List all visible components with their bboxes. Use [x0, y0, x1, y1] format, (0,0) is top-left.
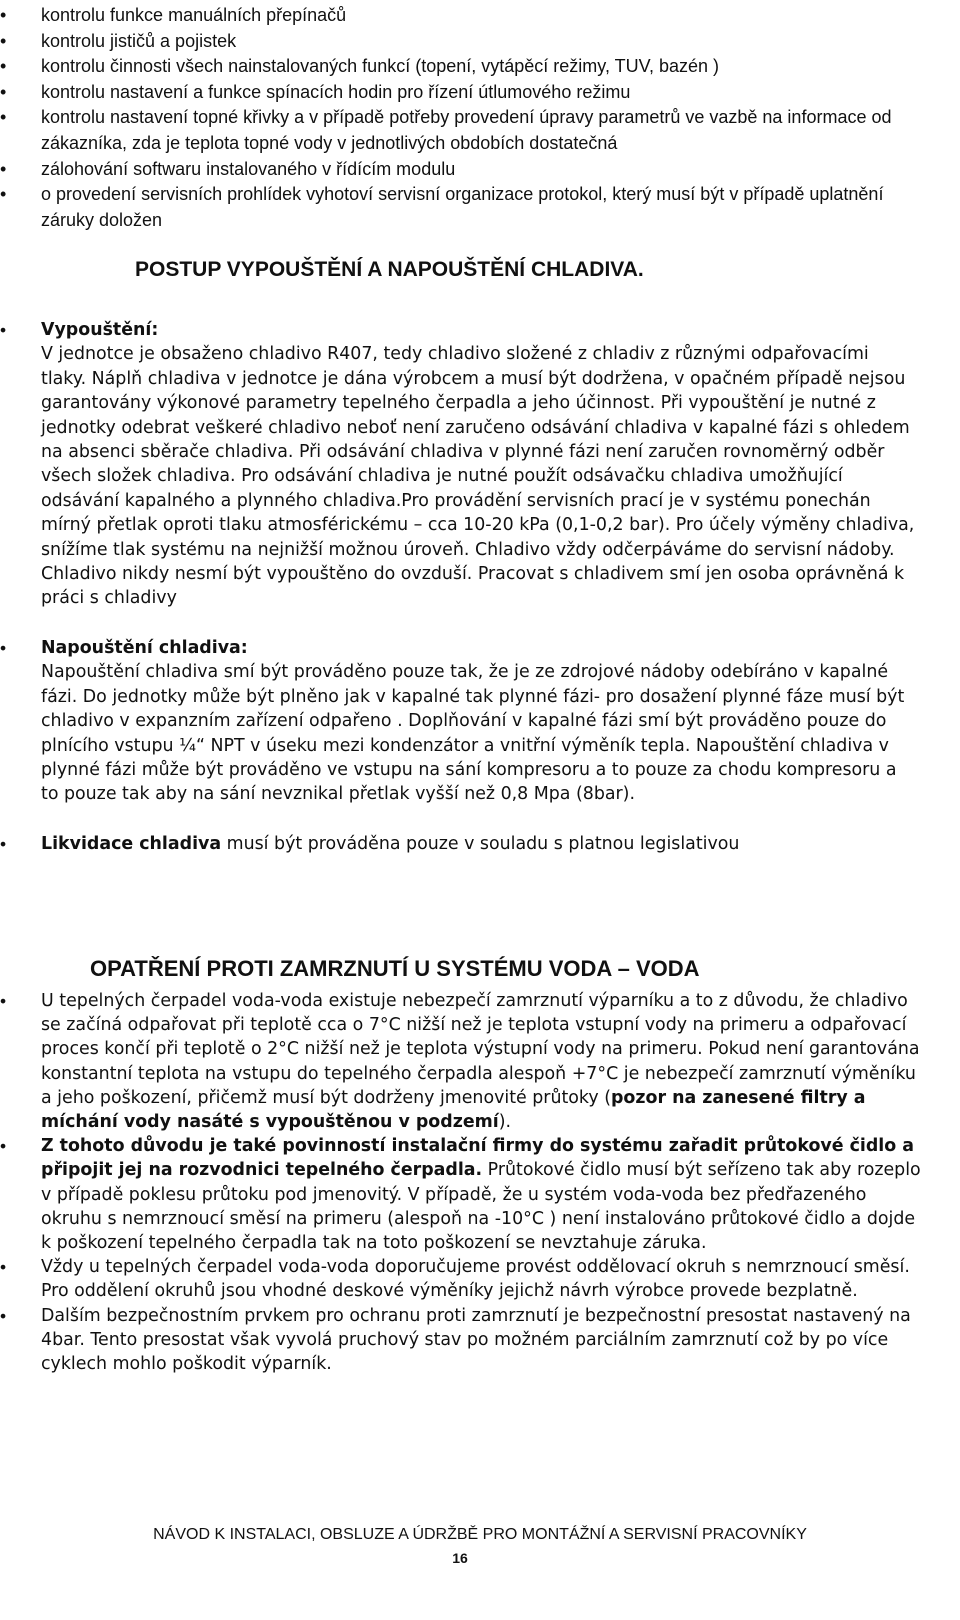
- list-item: • kontrolu jističů a pojistek: [0, 29, 920, 55]
- freeze-item-text: Průtokové čidlo musí být seřízeno tak aby rozeplo v případě poklesu průtoku pod jmenovitý. V případě, že u systém voda-voda bez předřazeného okruhu s nemrznoucí směsí na primeru (alespoň na -10°C ) není instalováno průtokové čidlo a dojde k poškození tepelného čerpadla tak na toto poškození se nevztahuje záruka.: [41, 1160, 921, 1254]
- drain-section: [0, 318, 918, 611]
- drain-title: • Vypouštění:: [41, 320, 159, 340]
- freeze-item-bold: Z tohoto důvodu je také povinností instalační firmy do systému zařadit průtokové čidlo a připojit jej na rozvodnici tepelného čerpadla.: [41, 1136, 914, 1181]
- freeze-item-bold: pozor na zanesené filtry a míchání vody nasáté s vypouštěnou v podzemí: [41, 1087, 866, 1133]
- page-number: 16: [452, 1550, 468, 1566]
- freeze-item-end: ).: [498, 1112, 512, 1133]
- list-item: • kontrolu nastavení a funkce spínacích hodin pro řízení útlumového režimu: [0, 80, 920, 106]
- list-item: [0, 1304, 930, 1377]
- list-item: [0, 1134, 930, 1255]
- list-item: • zálohování softwaru instalovaného v řídícím modulu: [0, 157, 920, 183]
- freeze-item-text: Vždy u tepelných čerpadel voda-voda doporučujeme provést oddělovací okruh s nemrznoucí směsí. Pro oddělení okruhů jsou vhodné deskové výměníky jejichž návrh výrobce provede bezplatně.: [41, 1257, 910, 1302]
- fill-section: [0, 636, 918, 807]
- fill-title: • Napouštění chladiva:: [41, 637, 248, 658]
- coolant-procedure-list: [0, 318, 918, 856]
- fill-text: Napouštění chladiva smí být prováděno pouze tak, že je ze zdrojové nádoby odebíráno v kapalné fázi. Do jednotky může být plněno jak v kapalné tak plynné fázi- pro dosažení plynné fáze musí být chladivo v expanzním zařízení odpařeno . Doplňování v kapalné fázi smí být prováděno pouze do plnícího vstupu ¼“ NPT v úseku mezi kondenzátor a vnitřní výměník tepla. Napouštění chladiva v plynné fázi může být prováděno ve vstupu na sání kompresoru a to pouze za chodu kompresoru a to pouze tak aby na sání nevznikal přetlak vyšší než 0,8 Mpa (8bar).: [41, 662, 905, 805]
- disposal-section: [0, 832, 918, 856]
- footer-title: NÁVOD K INSTALACI, OBSLUZE A ÚDRŽBĚ PRO MONTÁŽNÍ A SERVISNÍ PRACOVNÍKY: [153, 1526, 807, 1543]
- list-item: • kontrolu nastavení topné křivky a v případě potřeby provedení úpravy parametrů ve vazbě na informace od zákazníka, zda je teplota topné vody v jednotlivých obdobích dostatečná: [0, 105, 920, 156]
- list-item: [0, 989, 930, 1134]
- freeze-item-text: Dalším bezpečnostním prvkem pro ochranu proti zamrznutí je bezpečnostní presostat nastavený na 4bar. Tento presostat však vyvolá pruchový stav po možném parciálním zamrznutí což by po více cyklech mohlo poškodit výparník.: [41, 1305, 911, 1375]
- disposal-title: Likvidace chladiva: [41, 833, 222, 854]
- drain-text: V jednotce je obsaženo chladivo R407, tedy chladivo složené z chladiv z různými odpařovacími tlaky. Náplň chladiva v jednotce je dána výrobcem a musí být dodržena, v opačném případě nejsou garantovány výkonové parametry tepelného čerpadla a jeho účinnost. Při vypouštění je nutné z jednotky odebrat veškeré chladivo neboť není zaručeno odsávání chladiva v kapalné fázi s ohledem na absenci sběrače chladiva. Při odsávání chladiva v plynné fázi není zaručen rovnoměrný odběr všech složek chladiva. Pro odsávání chladiva je nutné použít odsávačku chladiva umožňující odsávání kapalného a plynného chladiva.Pro provádění servisních prací je v systému ponechán mírný přetlak oproti tlaku atmosférickému – cca 10-20 kPa (0,1-0,2 bar). Pro účely výměny chladiva, snížíme tlak systému na nejnižší možnou úroveň. Chladivo vždy odčerpáváme do servisní nádoby. Chladivo nikdy nesmí být vypouštěno do ovzduší. Pracovat s chladivem smí jen osoba oprávněná k práci s chladivy: [41, 344, 915, 609]
- coolant-heading: POSTUP VYPOUŠTĚNÍ A NAPOUŠTĚNÍ CHLADIVA.: [135, 258, 644, 281]
- list-item: • o provedení servisních prohlídek vyhotoví servisní organizace protokol, který musí být v případě uplatnění záruky doložen: [0, 182, 920, 233]
- list-item: • kontrolu funkce manuálních přepínačů: [0, 3, 920, 29]
- freeze-protection-list: [0, 989, 930, 1376]
- list-item: • kontrolu činnosti všech nainstalovaných funkcí (topení, vytápěcí režimy, TUV, bazén ): [0, 54, 920, 80]
- disposal-text: musí být prováděna pouze v souladu s platnou legislativou: [221, 833, 740, 854]
- freeze-item-text: U tepelných čerpadel voda-voda existuje nebezpečí zamrznutí výparníku a to z důvodu, že chladivo se začíná odpařovat při teplotě cca o 7°C nižší než je teplota vstupní vody na primeru a odpařovací proces končí při teplotě o 2°C nižší než je teplota výstupní vody na primeru. Pokud není garantována konstantní teplota na vstupu do tepelného čerpadla alespoň +7°C je nebezpečí zamrznutí výměníku a jeho poškození, přičemž musí být dodrženy jmenovité průtoky (: [41, 991, 920, 1108]
- list-item: [0, 1255, 930, 1303]
- freeze-protection-heading: OPATŘENÍ PROTI ZAMRZNUTÍ U SYSTÉMU VODA – VODA: [90, 956, 700, 981]
- maintenance-checklist: [0, 3, 920, 233]
